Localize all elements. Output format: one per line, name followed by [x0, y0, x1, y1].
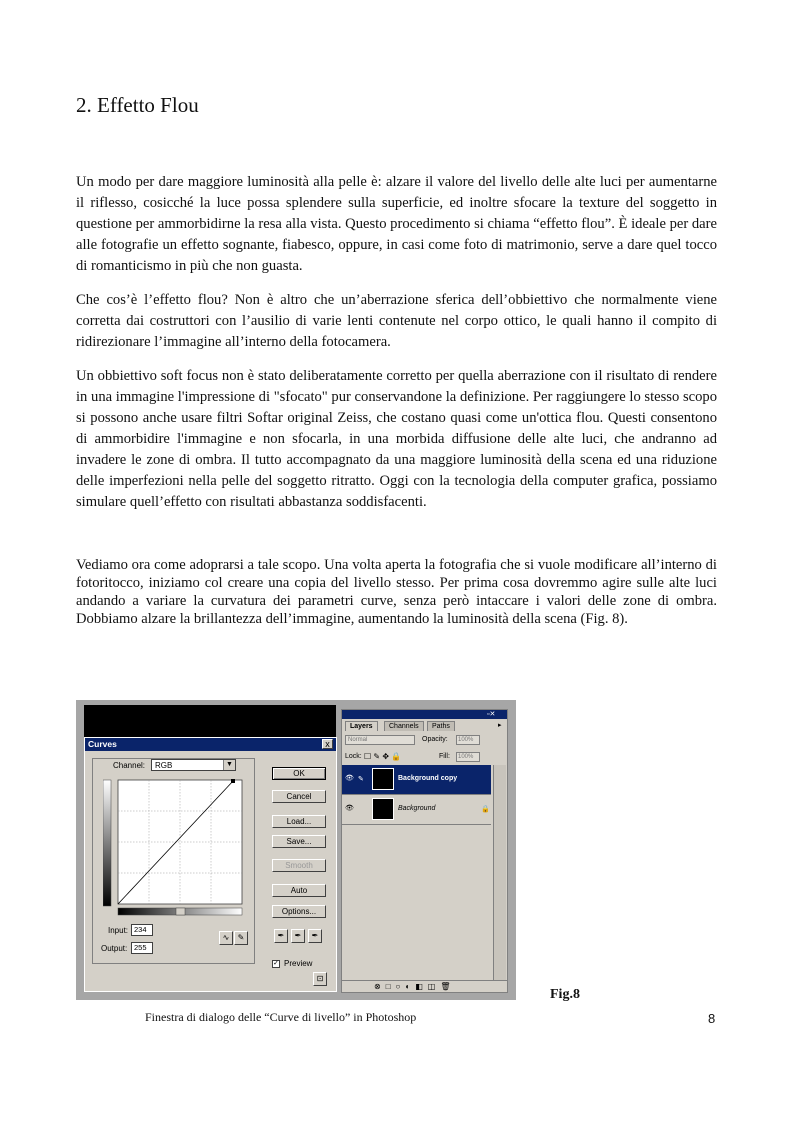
white-eyedropper-icon[interactable]: ✒ — [308, 929, 322, 943]
load-button[interactable]: Load... — [272, 815, 326, 828]
close-icon[interactable]: x — [322, 739, 333, 749]
blend-mode-select[interactable]: Normal — [345, 735, 415, 745]
eye-icon[interactable]: 👁 — [345, 805, 354, 812]
lock-label: Lock: — [345, 753, 362, 760]
fill-label: Fill: — [439, 753, 450, 760]
layers-panel — [341, 709, 508, 993]
output-label: Output: — [101, 944, 128, 953]
expand-icon[interactable]: ⊡ — [313, 972, 327, 986]
tab-channels[interactable]: Channels — [384, 721, 424, 731]
layer-row-background-copy[interactable] — [342, 765, 491, 795]
chevron-down-icon: ▼ — [223, 760, 235, 770]
brush-icon: ✎ — [358, 776, 364, 783]
smooth-button[interactable]: Smooth — [272, 859, 326, 872]
opacity-field[interactable]: 100% — [456, 735, 480, 745]
pencil-icon[interactable]: ✎ — [234, 931, 248, 945]
fill-field[interactable]: 100% — [456, 752, 480, 762]
layer-actions-bar[interactable]: ⊗□○◐◧◫🗑 — [342, 980, 507, 992]
page-number: 8 — [708, 1011, 716, 1026]
layer-name: Background copy — [398, 775, 458, 782]
paragraph-1: Un modo per dare maggiore luminosità alla pelle è: alzare il valore del livello delle alte luci per aumentarne il riflesso, cosicché la luce possa splendere sulla superficie, ed inoltre sfocare la texture del soggetto in questione per ammorbidirne la resa alla vista. Questo procedimento si chiama “effetto flou”. È ideale per dare alle fotografie un effetto sognante, fiabesco, oppure, in casi come foto di matrimonio, serve a dare quel tocco di romanticismo in più che non guasta. — [76, 174, 717, 274]
section-heading: 2. Effetto Flou — [76, 93, 199, 117]
image-window-dark — [84, 705, 336, 737]
cancel-button[interactable]: Cancel — [272, 790, 326, 803]
opacity-label: Opacity: — [422, 736, 448, 743]
curves-title: Curves — [85, 738, 336, 751]
layer-name: Background — [398, 805, 436, 812]
tab-paths[interactable]: Paths — [427, 721, 455, 731]
options-button[interactable]: Options... — [272, 905, 326, 918]
layer-thumbnail — [372, 798, 394, 820]
figure-label: Fig.8 — [550, 987, 580, 1002]
curve-graph[interactable] — [103, 776, 253, 921]
output-field[interactable]: 255 — [131, 942, 153, 954]
channel-label: Channel: — [113, 761, 146, 770]
channel-select[interactable] — [151, 759, 236, 771]
preview-label: Preview — [284, 959, 313, 968]
curve-tool-icon[interactable]: ∿ — [219, 931, 233, 945]
panel-close-icon[interactable]: ▫✕ — [487, 711, 496, 718]
preview-checkbox[interactable]: ✓ — [273, 960, 279, 967]
panel-titlebar — [342, 710, 507, 719]
figure-screenshot — [76, 700, 516, 1000]
paragraph-2: Che cos’è l’effetto flou? Non è altro che un’aberrazione sferica dell’obbiettivo che normalmente viene corretta dai costruttori con l’ausilio di varie lenti contenute nel corpo ottico, le quali hanno il compito di ridirezionare l’immagine all’interno della fotocamera. — [76, 292, 717, 350]
curves-dialog — [84, 737, 337, 992]
ok-button[interactable]: OK — [272, 767, 326, 780]
lock-icons[interactable]: ☐ ✎ ✥ 🔒 — [364, 752, 402, 761]
eye-icon[interactable]: 👁 — [345, 775, 354, 782]
gray-eyedropper-icon[interactable]: ✒ — [291, 929, 305, 943]
scrollbar[interactable] — [493, 765, 506, 980]
panel-menu-icon[interactable]: ▸ — [498, 722, 502, 729]
layer-row-background[interactable] — [342, 795, 491, 825]
input-label: Input: — [108, 926, 129, 935]
layer-thumbnail — [372, 768, 394, 790]
lock-icon: 🔒 — [481, 806, 490, 813]
black-eyedropper-icon[interactable]: ✒ — [274, 929, 288, 943]
tab-layers[interactable]: Layers — [345, 721, 378, 731]
save-button[interactable]: Save... — [272, 835, 326, 848]
auto-button[interactable]: Auto — [272, 884, 326, 897]
paragraph-3: Un obbiettivo soft focus non è stato deliberatamente corretto per quella aberrazione con il risultato di rendere in una immagine l'impressione di "sfocato" pur conservandone la definizione. Per raggiungere lo stesso scopo si possono anche usare filtri Softar original Zeiss, che costano quasi come un'ottica flou. Questi consentono di ammorbidire l'immagine e non sfocarla, in una morbida diffusione delle alte luci, che andranno ad invadere le zone di ombra. Il tutto accompagnato da una maggiore luminosità della scena ed una riduzione delle imperfezioni nella pelle del soggetto ritratto. Oggi con la tecnologia della computer grafica, possiamo simulare quell’effetto con risultati abbastanza soddisfacenti. — [76, 368, 717, 510]
channel-value: RGB — [155, 761, 173, 770]
figure-caption: Finestra di dialogo delle “Curve di livello” in Photoshop — [145, 1010, 417, 1024]
input-field[interactable]: 234 — [131, 924, 153, 936]
paragraph-4: Vediamo ora come adoprarsi a tale scopo. Una volta aperta la fotografia che si vuole modificare all’interno di fotoritocco, iniziamo col creare una copia del livello stesso. Per prima cosa dovremmo agire sulle alte luci andando a variare la curvatura dei parametri curve, senza però intaccare i valori delle zone di ombra. Dobbiamo alzare la brillantezza dell’immagine, aumentando la luminosità della scena (Fig. 8). — [76, 557, 717, 627]
